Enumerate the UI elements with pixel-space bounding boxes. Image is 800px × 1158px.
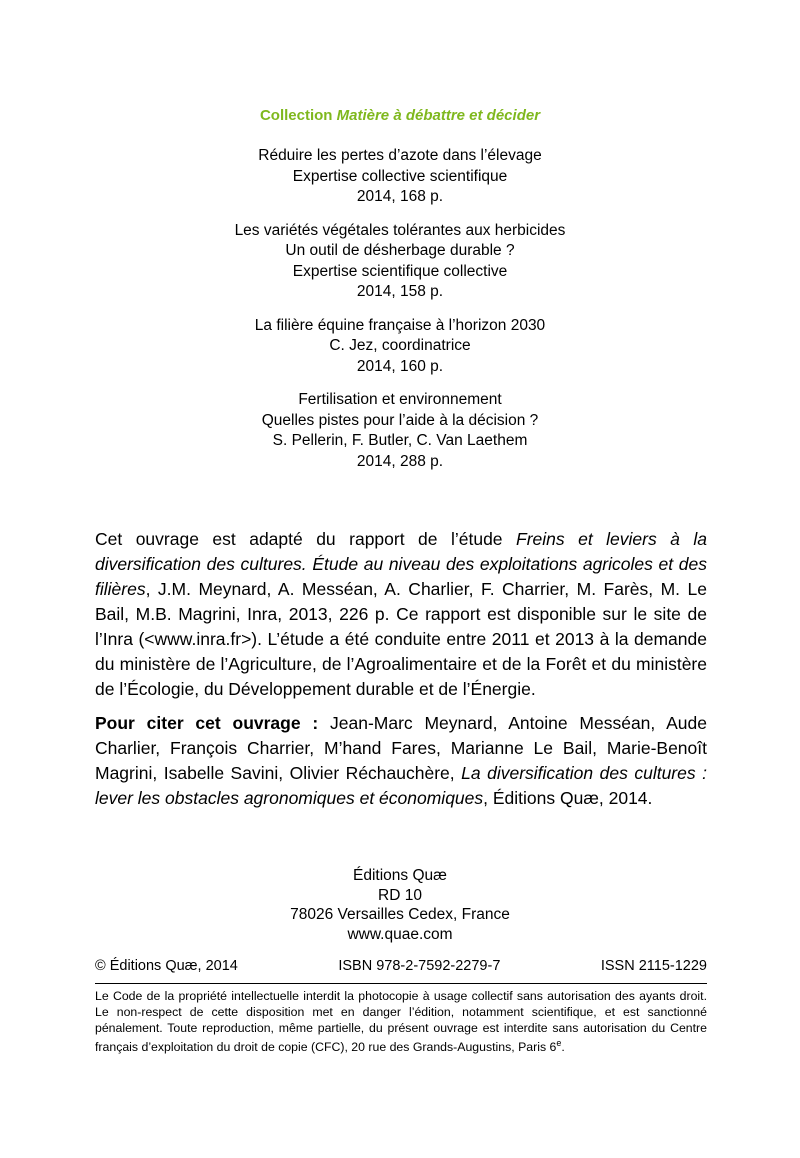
book-author: C. Jez, coordinatrice (329, 337, 471, 354)
book-year-pages: 2014, 158 p. (356, 283, 444, 300)
collection-label: Collection (259, 107, 337, 124)
citation-book-title: La diversification des cultures : lever les obstacles agronomiques et économiques (95, 763, 707, 808)
collection-header (0, 107, 800, 124)
citation-paragraph (95, 711, 707, 811)
body-text-block (95, 527, 707, 811)
legal-superscript: e (556, 1038, 562, 1049)
publisher-name: Éditions Quæ (353, 867, 447, 884)
citation-authors: Jean-Marc Meynard, Antoine Messéan, Aude Charlier, François Charrier, M’hand Fares, Marianne Le Bail, Marie-Benoît Magrini, Isabelle Savini, Olivier Réchauchère, (95, 713, 707, 783)
book-list (0, 146, 800, 485)
book-authors: S. Pellerin, F. Butler, C. Van Laethem (272, 432, 528, 449)
about-segment: Cet ouvrage est adapté du rapport de l’étude (95, 529, 516, 549)
issn: ISSN 2115-1229 (600, 958, 707, 974)
copyright-notice: © Éditions Quæ, 2014 (95, 958, 238, 974)
publisher-website: www.quae.com (347, 926, 453, 944)
publisher-address-line: 78026 Versailles Cedex, France (290, 906, 510, 924)
isbn: ISBN 978-2-7592-2279-7 (338, 958, 501, 974)
about-paragraph (95, 527, 707, 702)
book-entry (0, 390, 800, 472)
book-title: Réduire les pertes d’azote dans l’élevage (258, 147, 542, 164)
book-entry (0, 316, 800, 378)
imprint-row (95, 958, 707, 974)
book-title: Fertilisation et environnement (298, 391, 502, 408)
citation-lead-in: Pour citer cet ouvrage : (95, 713, 331, 733)
book-year-pages: 2014, 288 p. (356, 452, 444, 470)
divider-rule (95, 983, 707, 984)
book-title: Les variétés végétales tolérantes aux herbicides (234, 221, 566, 239)
legal-notice (95, 989, 707, 1056)
book-subtitle: Expertise collective scientifique (292, 167, 508, 185)
book-subtitle: Quelles pistes pour l’aide à la décision ? (261, 411, 539, 429)
collection-series-title: Matière à débattre et décider (336, 107, 541, 124)
book-subtitle: Un outil de désherbage durable ? (285, 242, 515, 259)
citation-publisher-year: , Éditions Quæ, 2014. (483, 788, 653, 808)
legal-text: Le Code de la propriété intellectuelle interdit la photocopie à usage collectif sans autorisation des ayants droit. Le non-respect de cette disposition met en danger l’édition, notamment scientifique, et est sanctionné pénalement. Toute reproduction, même partielle, du présent ouvrage est interdite sans autorisation du Centre français d’exploitation du droit de copie (CFC), 20 rue des Grands-Augustins, Paris 6 (95, 989, 707, 1055)
book-year-pages: 2014, 160 p. (356, 357, 444, 375)
book-subtitle: Expertise scientifique collective (292, 262, 508, 280)
about-segment: , J.M. Meynard, A. Messéan, A. Charlier, F. Charrier, M. Farès, M. Le Bail, M.B. Magrini, Inra, 2013, 226 p. Ce rapport est disponible sur le site de l’Inra (<www.inra.fr>). L’étude a été conduite entre 2011 et 2013 à la demande du ministère de l’Agriculture, de l’Agroalimentaire et de la Forêt et du ministère de l’Écologie, du Développement durable et de l’Énergie. (95, 579, 707, 699)
about-report-title: Freins et leviers à la diversification des cultures. Étude au niveau des exploitations agricoles et des filières (95, 529, 707, 599)
book-title: La filière équine française à l’horizon 2030 (254, 316, 546, 334)
legal-text: . (561, 1040, 565, 1055)
publisher-address-block (0, 866, 800, 945)
book-year-pages: 2014, 168 p. (356, 188, 444, 205)
publisher-address-line: RD 10 (378, 886, 422, 904)
book-entry (0, 221, 800, 303)
book-entry (0, 146, 800, 208)
